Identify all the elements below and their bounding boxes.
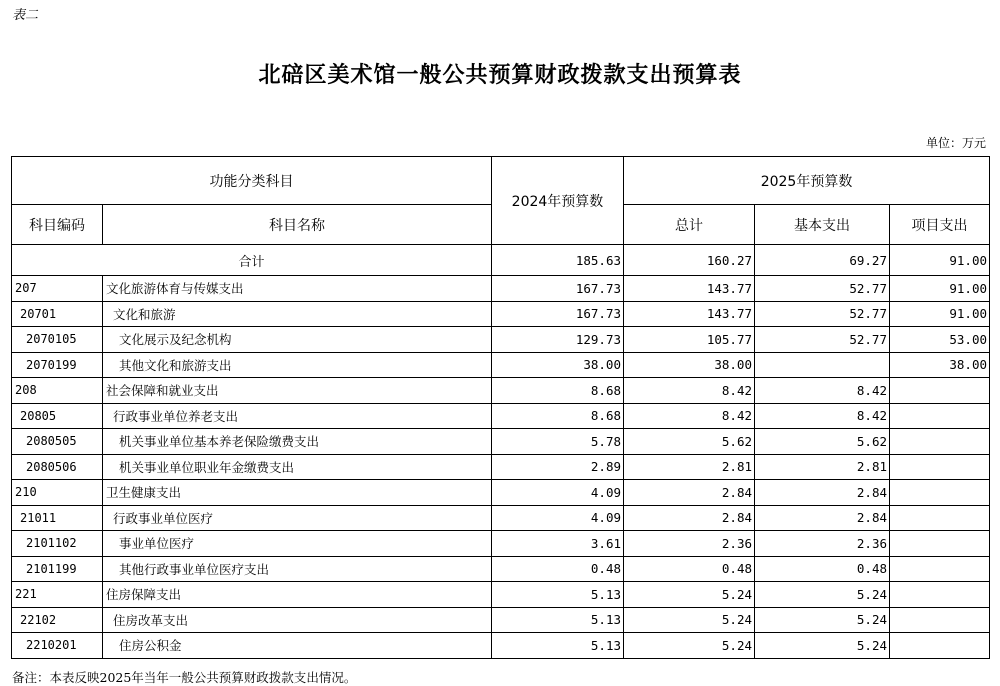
cell-project: 38.00 — [890, 352, 990, 378]
cell-name: 住房保障支出 — [103, 582, 492, 608]
header-name: 科目名称 — [103, 205, 492, 245]
cell-total: 5.24 — [624, 582, 755, 608]
cell-project — [890, 454, 990, 480]
cell-basic: 52.77 — [755, 301, 890, 327]
table-row — [12, 352, 990, 378]
header-budget-2024: 2024年预算数 — [492, 157, 624, 245]
cell-b2024: 38.00 — [492, 352, 624, 378]
header-basic: 基本支出 — [755, 205, 890, 245]
table-row — [12, 276, 990, 302]
total-row — [12, 245, 990, 276]
cell-total: 0.48 — [624, 556, 755, 582]
cell-name: 机关事业单位基本养老保险缴费支出 — [103, 429, 492, 455]
cell-b2024: 5.13 — [492, 607, 624, 633]
cell-total: 38.00 — [624, 352, 755, 378]
cell-b2024: 129.73 — [492, 327, 624, 353]
cell-basic: 2.84 — [755, 505, 890, 531]
total-basic: 69.27 — [755, 245, 890, 276]
cell-project — [890, 378, 990, 404]
cell-code: 20701 — [12, 301, 103, 327]
header-project: 项目支出 — [890, 205, 990, 245]
table-row — [12, 582, 990, 608]
cell-project — [890, 582, 990, 608]
cell-b2024: 5.13 — [492, 582, 624, 608]
table-label: 表二 — [12, 8, 39, 23]
table-row — [12, 556, 990, 582]
cell-basic: 8.42 — [755, 378, 890, 404]
cell-code: 210 — [12, 480, 103, 506]
cell-name: 机关事业单位职业年金缴费支出 — [103, 454, 492, 480]
cell-total: 143.77 — [624, 276, 755, 302]
cell-code: 2080505 — [12, 429, 103, 455]
cell-name: 其他文化和旅游支出 — [103, 352, 492, 378]
cell-code: 2070199 — [12, 352, 103, 378]
cell-project — [890, 403, 990, 429]
footnote: 备注：本表反映2025年当年一般公共预算财政拨款支出情况。 — [12, 670, 357, 685]
unit-label: 单位：万元 — [925, 136, 986, 150]
cell-total: 105.77 — [624, 327, 755, 353]
cell-basic: 5.24 — [755, 607, 890, 633]
cell-project — [890, 556, 990, 582]
cell-basic: 0.48 — [755, 556, 890, 582]
cell-basic — [755, 352, 890, 378]
cell-project — [890, 531, 990, 557]
table-row — [12, 301, 990, 327]
table-row — [12, 378, 990, 404]
cell-b2024: 4.09 — [492, 505, 624, 531]
cell-b2024: 3.61 — [492, 531, 624, 557]
cell-b2024: 167.73 — [492, 301, 624, 327]
cell-total: 5.24 — [624, 607, 755, 633]
cell-total: 2.36 — [624, 531, 755, 557]
cell-name: 其他行政事业单位医疗支出 — [103, 556, 492, 582]
cell-basic: 5.62 — [755, 429, 890, 455]
cell-b2024: 0.48 — [492, 556, 624, 582]
header-total: 总计 — [624, 205, 755, 245]
header-code: 科目编码 — [12, 205, 103, 245]
table-row — [12, 505, 990, 531]
cell-code: 20805 — [12, 403, 103, 429]
cell-total: 2.84 — [624, 480, 755, 506]
cell-project — [890, 505, 990, 531]
cell-basic: 52.77 — [755, 276, 890, 302]
table-row — [12, 454, 990, 480]
table-row — [12, 403, 990, 429]
cell-b2024: 4.09 — [492, 480, 624, 506]
cell-code: 22102 — [12, 607, 103, 633]
cell-project: 53.00 — [890, 327, 990, 353]
cell-total: 5.24 — [624, 633, 755, 659]
header-func-class: 功能分类科目 — [12, 157, 492, 205]
cell-total: 5.62 — [624, 429, 755, 455]
cell-name: 行政事业单位医疗 — [103, 505, 492, 531]
total-b2024: 185.63 — [492, 245, 624, 276]
cell-total: 8.42 — [624, 403, 755, 429]
cell-project: 91.00 — [890, 276, 990, 302]
cell-name: 社会保障和就业支出 — [103, 378, 492, 404]
cell-project: 91.00 — [890, 301, 990, 327]
cell-name: 文化和旅游 — [103, 301, 492, 327]
cell-code: 208 — [12, 378, 103, 404]
cell-name: 文化展示及纪念机构 — [103, 327, 492, 353]
table-row — [12, 531, 990, 557]
cell-basic: 2.36 — [755, 531, 890, 557]
cell-code: 2070105 — [12, 327, 103, 353]
cell-b2024: 5.13 — [492, 633, 624, 659]
cell-project — [890, 607, 990, 633]
cell-name: 住房公积金 — [103, 633, 492, 659]
cell-b2024: 2.89 — [492, 454, 624, 480]
cell-b2024: 167.73 — [492, 276, 624, 302]
cell-code: 2210201 — [12, 633, 103, 659]
table-row — [12, 429, 990, 455]
cell-basic: 2.81 — [755, 454, 890, 480]
cell-total: 2.81 — [624, 454, 755, 480]
cell-code: 21011 — [12, 505, 103, 531]
page-title: 北碚区美术馆一般公共预算财政拨款支出预算表 — [258, 62, 742, 88]
cell-code: 2101102 — [12, 531, 103, 557]
cell-b2024: 8.68 — [492, 403, 624, 429]
cell-b2024: 5.78 — [492, 429, 624, 455]
header-budget-2025: 2025年预算数 — [624, 157, 990, 205]
budget-table — [11, 156, 990, 659]
cell-basic: 52.77 — [755, 327, 890, 353]
table-row — [12, 327, 990, 353]
cell-basic: 5.24 — [755, 582, 890, 608]
cell-name: 卫生健康支出 — [103, 480, 492, 506]
cell-total: 143.77 — [624, 301, 755, 327]
table-row — [12, 607, 990, 633]
total-label: 合计 — [12, 245, 492, 276]
table-row — [12, 633, 990, 659]
total-total: 160.27 — [624, 245, 755, 276]
cell-code: 2101199 — [12, 556, 103, 582]
table-row — [12, 480, 990, 506]
cell-project — [890, 480, 990, 506]
cell-name: 住房改革支出 — [103, 607, 492, 633]
cell-name: 行政事业单位养老支出 — [103, 403, 492, 429]
cell-code: 221 — [12, 582, 103, 608]
cell-basic: 8.42 — [755, 403, 890, 429]
cell-name: 文化旅游体育与传媒支出 — [103, 276, 492, 302]
total-project: 91.00 — [890, 245, 990, 276]
cell-total: 8.42 — [624, 378, 755, 404]
cell-b2024: 8.68 — [492, 378, 624, 404]
cell-code: 2080506 — [12, 454, 103, 480]
cell-code: 207 — [12, 276, 103, 302]
cell-basic: 2.84 — [755, 480, 890, 506]
cell-basic: 5.24 — [755, 633, 890, 659]
cell-total: 2.84 — [624, 505, 755, 531]
cell-project — [890, 633, 990, 659]
cell-name: 事业单位医疗 — [103, 531, 492, 557]
cell-project — [890, 429, 990, 455]
